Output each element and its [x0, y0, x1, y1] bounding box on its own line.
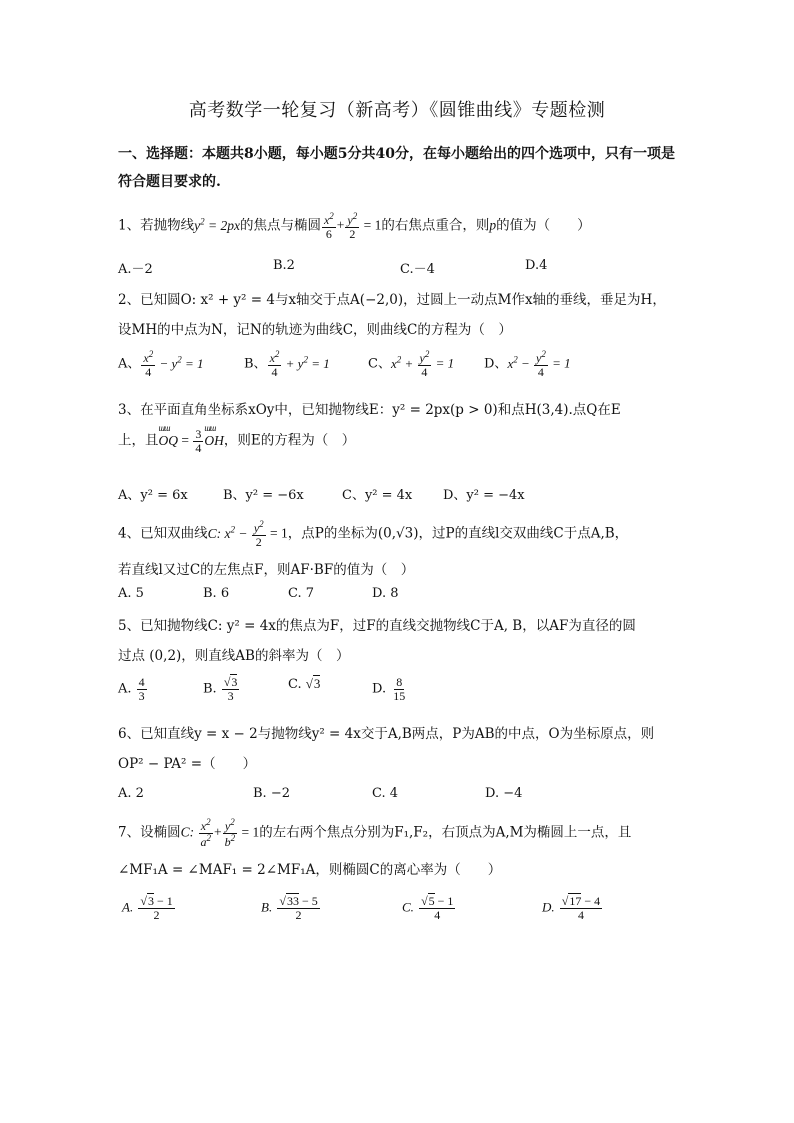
- option-d: D、y² = −4x: [443, 488, 525, 503]
- question-2: [118, 288, 666, 308]
- option-b: B. $\frac{√33 - 5}{2}$: [261, 894, 318, 922]
- question-text: 在平面直角坐标系xOy中，已知抛物线E：y² = 2px(p > 0)和点H(3,4).点Q在E: [140, 402, 621, 418]
- question-text: 已知直线y = x − 2与抛物线y² = 4x交于A,B两点，P为AB的中点，O为坐标原点，则: [140, 726, 655, 742]
- question-4-line2: 若直线l又过C的左焦点F，则AF·BF的值为（ ）: [118, 562, 415, 578]
- option-c: C.－4: [400, 262, 435, 277]
- option-c: C. 7: [288, 586, 315, 601]
- option-b: B、y² = −6x: [223, 488, 304, 503]
- question-text: 若抛物线: [140, 217, 195, 234]
- question-4: 4、已知双曲线C: $x^2$ − $\frac{y^2}{2}$ = 1，点P的坐标为(0,√3)，过P的直线l交双曲线C于点A,B，: [118, 519, 629, 549]
- question-number: 6、: [118, 726, 141, 742]
- option-a: A.－2: [118, 262, 153, 277]
- option-c: C、y² = 4x: [342, 488, 413, 503]
- option-d: D. 8: [372, 586, 399, 601]
- page-title: 高考数学一轮复习（新高考）《圆锥曲线》专题检测: [188, 100, 606, 121]
- question-3-line2: 上，且ɯɯ OQ = $\frac{3}{4}$ ɯɯ OH，则E的方程为（ ）: [118, 428, 355, 454]
- question-3: [118, 398, 621, 418]
- question-text: 已知抛物线C: y² = 4x的焦点为F，过F的直线交抛物线C于A, B，以AF为直径的圆: [140, 618, 636, 634]
- question-7-line2: ∠MF₁A = ∠MAF₁ = 2∠MF₁A，则椭圆C的离心率为（ ）: [118, 862, 502, 878]
- question-text: 的焦点与椭圆: [239, 217, 321, 234]
- option-c: C. $\frac{√5 - 1}{4}$: [402, 894, 454, 922]
- question-text: 的右焦点重合，则: [381, 217, 490, 234]
- question-1: 1、若抛物线$y^2 = 2px$的焦点与椭圆 $\frac{x^2}{6}$ + $\frac{y^2}{2}$ = 1的右焦点重合，则p的值为（ ）: [118, 211, 591, 241]
- option-a: A. $\frac{√3 - 1}{2}$: [122, 894, 173, 922]
- option-a: A. 2: [118, 786, 144, 801]
- question-6: [118, 722, 654, 742]
- question-7: 7、设椭圆C: $\frac{x^2}{a^2}$ + $\frac{y^2}{b^2}$ = 1的左右两个焦点分别为F₁,F₂，右顶点为A,M为椭圆上一点，且: [118, 817, 632, 849]
- option-b: B. $\frac{√3}{3}$: [203, 675, 238, 703]
- option-d: D. −4: [485, 786, 523, 801]
- question-text: 的值为（ ）: [496, 217, 591, 234]
- question-5-line2: 过点 (0,2)，则直线AB的斜率为（ ）: [118, 648, 350, 664]
- question-2-line2: 设MH的中点为N，记N的轨迹为曲线C，则曲线C的方程为（ ）: [118, 322, 512, 338]
- option-a: A、 $\frac{x^2}{4}$ − $y^2 = 1$: [118, 349, 204, 379]
- option-c: C. √3: [288, 676, 321, 692]
- question-number: 4、: [118, 525, 141, 542]
- option-d: D.4: [525, 258, 548, 273]
- option-b: B.2: [273, 258, 295, 273]
- fraction: $\frac{x^2}{6}$: [323, 211, 334, 241]
- question-number: 3、: [118, 402, 141, 418]
- question-6-line2: OP² − PA² =（ ）: [118, 756, 257, 772]
- section-heading: 一、选择题：本题共8小题，每小题5分共40分，在每小题给出的四个选项中，只有一项是符合题目要求的.: [118, 146, 675, 190]
- question-number: 7、: [118, 824, 141, 841]
- option-a: A. 5: [118, 586, 144, 601]
- option-d: D. $\frac{√17 - 4}{4}$: [542, 894, 601, 922]
- formula: $y^2 = 2px$: [194, 216, 240, 233]
- fraction: $\frac{y^2}{2}$: [347, 211, 358, 241]
- question-number: 5、: [118, 618, 141, 634]
- question-number: 2、: [118, 292, 141, 308]
- option-b: B、 $\frac{x^2}{4}$ + $y^2 = 1$: [244, 349, 330, 379]
- option-a: A. $\frac{4}{3}$: [118, 675, 145, 703]
- option-c: C. 4: [372, 786, 399, 801]
- question-5: [118, 614, 636, 634]
- option-d: D. $\frac{8}{15}$: [372, 675, 406, 703]
- option-d: D、$x^2$ − $\frac{y^2}{4}$ = 1: [484, 349, 571, 379]
- question-text: 已知圆O: x² + y² = 4与x轴交于点A(−2,0)，过圆上一动点M作x轴的垂线，垂足为H，: [140, 292, 666, 308]
- option-b: B. 6: [203, 586, 230, 601]
- option-a: A、y² = 6x: [118, 488, 188, 503]
- question-number: 1、: [118, 217, 141, 234]
- option-c: C、$x^2$ + $\frac{y^2}{4}$ = 1: [368, 349, 455, 379]
- option-b: B. −2: [253, 786, 290, 801]
